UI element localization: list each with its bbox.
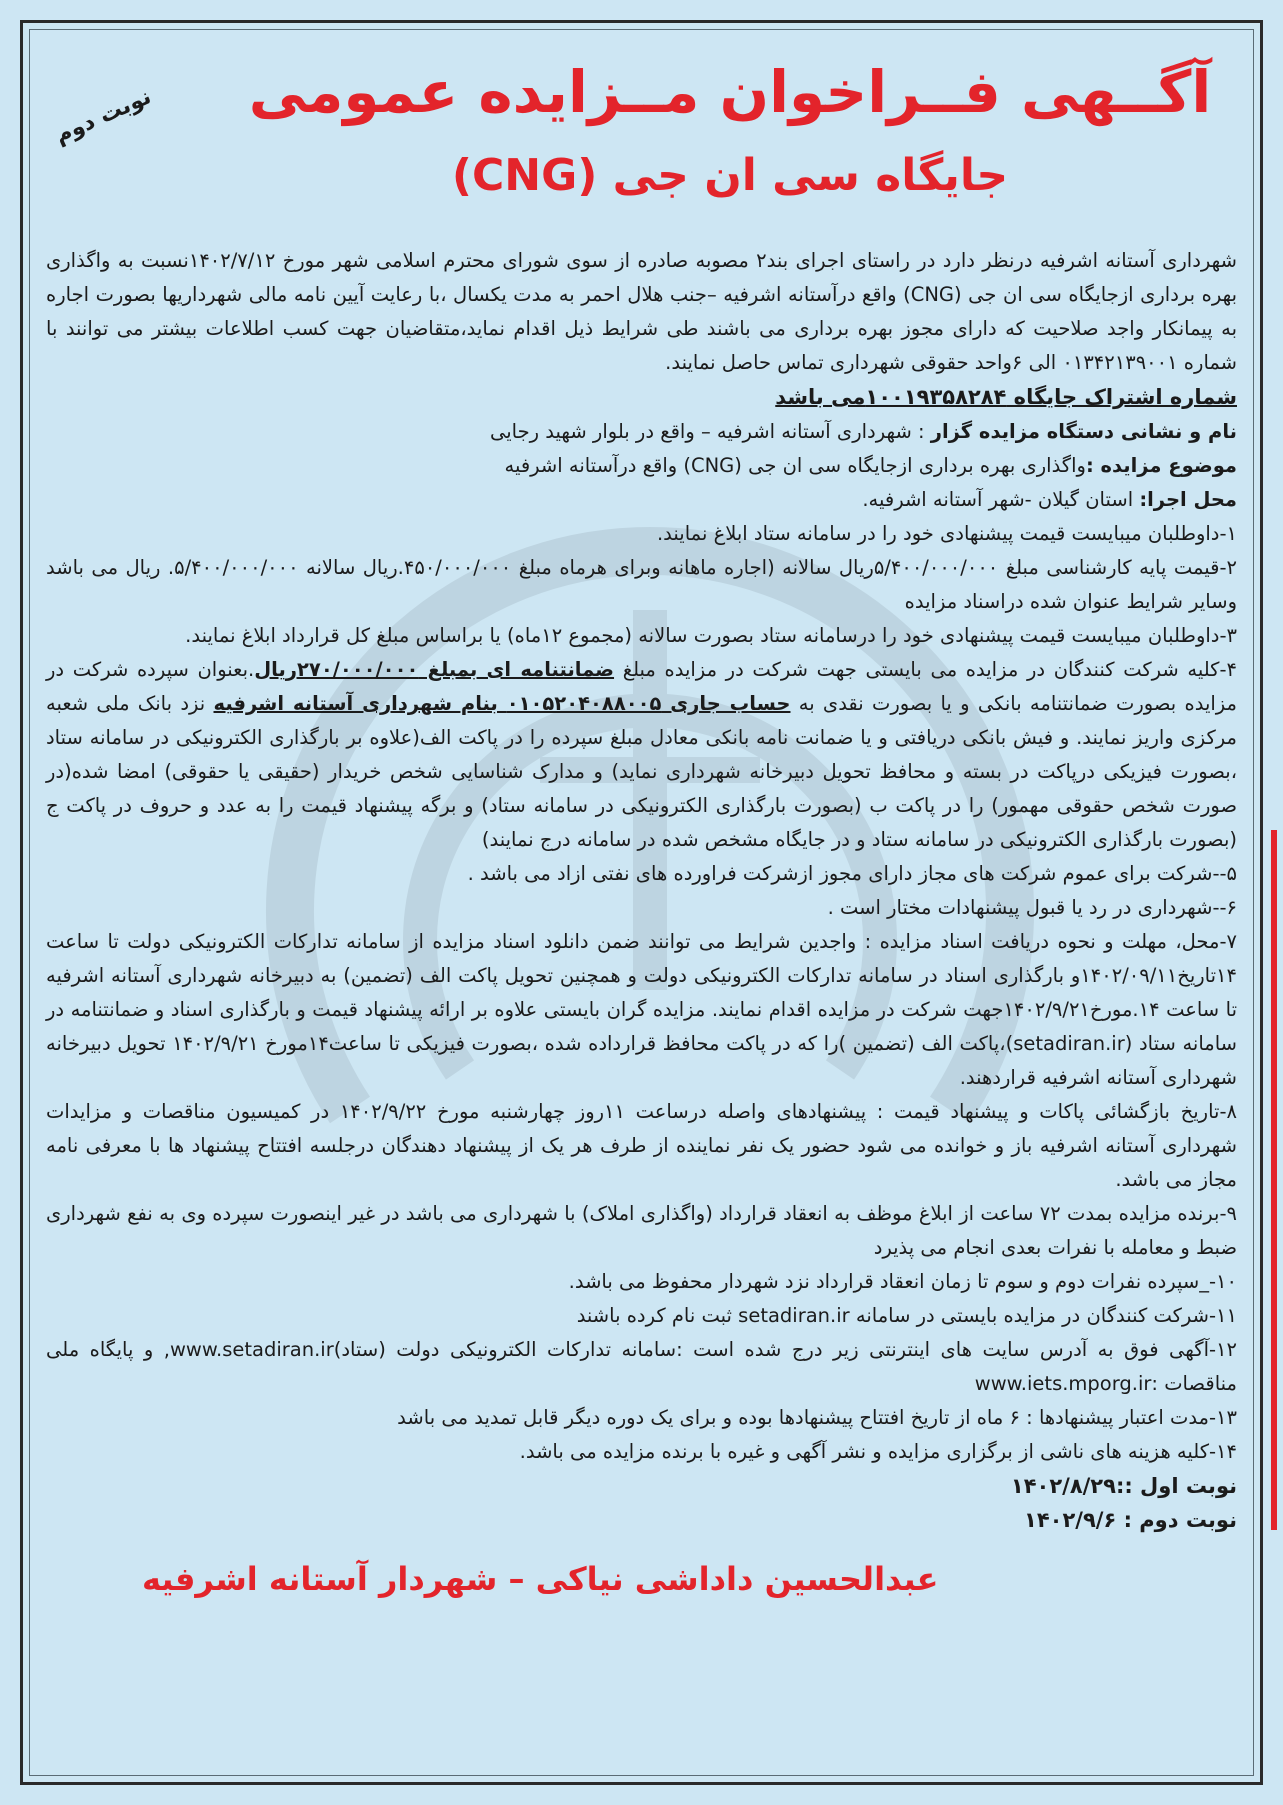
condition-item-2: ۲-قیمت پایه کارشناسی مبلغ ۵/۴۰۰/۰۰۰/۰۰۰ریال سالانه (اجاره ماهانه وبرای هرماه مبلغ ۴۵۰/۰۰۰/۰۰۰.ریال سالانه ۵/۴۰۰/۰۰۰/۰۰۰. ریال می باشد وسایر شرایط عنوان شده دراسناد مزایده [46,556,1237,613]
first-publication-date: نوبت اول ::۱۴۰۲/۸/۲۹ [1010,1474,1237,1498]
condition-item-3: ۳-داوطلبان میبایست قیمت پیشنهادی خود را درسامانه ستاد بصورت سالانه (مجموع ۱۲ماه) یا براساس مبلغ کل قرارداد ابلاغ نمایند. [185,624,1237,647]
organizer-value: : شهرداری آستانه اشرفیه – واقع در بلوار شهید رجایی [489,420,931,443]
second-publication-date: نوبت دوم : ۱۴۰۲/۹/۶ [1024,1508,1237,1532]
condition-item-8: ۸-تاریخ بازگشائی پاکات و پیشنهاد قیمت : پیشنهادهای واصله درساعت ۱۱روز چهارشنبه مورخ ۱۴۰۲/۹/۲۲ در کمیسیون مناقصات و مزایدات شهرداری آستانه اشرفیه باز و خوانده می شود حضور یک نفر نماینده از طرف هر یک از پیشنهاد دهندگان درجلسه افتتاح پیشنهاد ها با معرفی نامه مجاز می باشد. [46,1100,1237,1191]
organizer-label: نام و نشانی دستگاه مزایده گزار [930,420,1237,443]
publication-round-tag: نوبت دوم [51,84,156,149]
subject-label: موضوع مزایده : [1085,454,1237,477]
condition-item-5: ۵--شرکت برای عموم شرکت های مجاز دارای مجوز ازشرکت فراورده های نفتی ازاد می باشد . [467,862,1237,885]
mayor-signature: عبدالحسین داداشی نیاکی – شهردار آستانه اشرفیه [142,1560,939,1598]
bank-account: حساب جاری ۰۱۰۵۲۰۴۰۸۸۰۰۵ بنام شهرداری آستانه اشرفیه [213,692,791,715]
condition-item-12: ۱۲-آگهی فوق به آدرس سایت های اینترنتی زیر درج شده است :سامانه تدارکات الکترونیکی دولت (ستاد)www.setadiran.ir, و پایگاه ملی مناقصات :www.iets.mporg.ir [46,1338,1237,1395]
side-accent-bar [1271,830,1277,1530]
location-value: استان گیلان -شهر آستانه اشرفیه. [862,488,1140,511]
intro-paragraph: شهرداری آستانه اشرفیه درنظر دارد در راستای اجرای بند۲ مصوبه صادره از سوی شورای محترم اسلامی شهر مورخ ۱۴۰۲/۷/۱۲نسبت به واگذاری بهره برداری ازجایگاه سی ان جی (CNG) واقع درآستانه اشرفیه –جنب هلال احمر به مدت یکسال ،با رعایت آیین نامه مالی شهرداریها بصورت اجاره به پیمانکار واجد صلاحیت که دارای مجوز بهره برداری می باشند طی شرایط ذیل اقدام نماید،متقاضیان جهت کسب اطلاعات بیشتر می توانند با شماره ۰۱۳۴۲۱۳۹۰۰۱ الی ۶واحد حقوقی شهرداری تماس حاصل نمایند. [46,249,1237,374]
organizer-line [46,415,1237,449]
condition-item-11: ۱۱-شرکت کنندگان در مزایده بایستی در سامانه setadiran.ir ثبت نام کرده باشند [576,1304,1237,1327]
guarantee-amount: ضمانتنامه ای بمبلغ ۲۷۰/۰۰۰/۰۰۰ریال [254,658,615,681]
condition-item-4-text-a: ۴-کلیه شرکت کنندگان در مزایده می بایستی جهت شرکت در مزایده مبلغ [614,658,1237,681]
notice-subtitle: جایگاه سی ان جی (CNG) [451,150,1009,201]
subscription-line [46,380,1237,415]
notice-body [46,244,1237,1603]
condition-item-10: ۱۰-_سپرده نفرات دوم و سوم تا زمان انعقاد قرارداد نزد شهردار محفوظ می باشد. [568,1270,1237,1293]
condition-item-1: ۱-داوطلبان میبایست قیمت پیشنهادی خود را در سامانه ستاد ابلاغ نمایند. [656,522,1237,545]
condition-item-13: ۱۳-مدت اعتبار پیشنهادها : ۶ ماه از تاریخ افتتاح پیشنهادها بوده و برای یک دوره دیگر قابل تمدید می باشد [397,1406,1237,1429]
condition-item-6: ۶--شهرداری در رد یا قبول پیشنهادات مختار است . [827,896,1237,919]
condition-item-4 [46,653,1237,857]
location-line [46,483,1237,517]
condition-item-4-text-c: نزد بانک ملی شعبه مرکزی واریز نمایند. و فیش بانکی دریافتی و یا ضمانت نامه بانکی معادل مبلغ سپرده را در پاکت الف(علاوه بر بارگذاری الکترونیکی در سامانه ستاد ،بصورت فیزیکی درپاکت در بسته و محافظ تحویل دبیرخانه شهرداری نماید) و مدارک شناسایی شخص خریدار (حقیقی یا حقوقی) امضا شده(در صورت شخص حقوقی مهمور) را در پاکت ب (بصورت بارگذاری الکترونیکی در سامانه ستاد) و برگه پیشنهاد قیمت را به عدد و حروف در پاکت ج (بصورت بارگذاری الکترونیکی در سامانه ستاد و در جایگاه مشخص شده در سامانه درج نمایند) [46,692,1237,851]
condition-item-9: ۹-برنده مزایده بمدت ۷۲ ساعت از ابلاغ موظف به انعقاد قرارداد (واگذاری املاک) با شهرداری می باشد در غیر اینصورت سپرده وی به نفع شهرداری ضبط و معامله با نفرات بعدی انجام می پذیرد [46,1202,1237,1259]
location-label: محل اجرا: [1139,488,1237,511]
subscription-number: شماره اشتراک جایگاه ۱۰۰۱۹۳۵۸۲۸۴می باشد [775,385,1237,409]
notice-title: آگــهی فــراخوان مــزایده عمومی [248,58,1212,126]
condition-item-14: ۱۴-کلیه هزینه های ناشی از برگزاری مزایده و نشر آگهی و غیره با برنده مزایده می باشد. [519,1440,1237,1463]
subject-line [46,449,1237,483]
subject-value: واگذاری بهره برداری ازجایگاه سی ان جی (CNG) واقع درآستانه اشرفیه [504,454,1086,477]
publication-dates [46,1469,1237,1537]
condition-item-4-text-b: .بعنوان سپرده شرکت در مزایده بصورت ضمانتنامه بانکی و یا بصورت نقدی به [46,658,1237,715]
condition-item-7: ۷-محل، مهلت و نحوه دریافت اسناد مزایده : واجدین شرایط می توانند ضمن دانلود اسناد مزایده از سامانه تدارکات الکترونیکی دولت تا ساعت ۱۴تاریخ۱۴۰۲/۰۹/۱۱و بارگذاری اسناد در سامانه تدارکات الکترونیکی دولت و همچنین تحویل پاکت الف (تضمین) به دبیرخانه شهرداری آستانه اشرفیه تا ساعت ۱۴.مورخ۱۴۰۲/۹/۲۱جهت شرکت در مزایده اقدام نمایند. مزایده گران بایستی علاوه بر ارائه پیشنهاد قیمت و بارگذاری اسناد و ضمانتنامه در سامانه ستاد (setadiran.ir)،پاکت الف (تضمین )را که در پاکت محافظ قرارداده شده ،بصورت فیزیکی تا ساعت۱۴مورخ ۱۴۰۲/۹/۲۱ تحویل دبیرخانه شهرداری آستانه اشرفیه قراردهند. [46,930,1237,1089]
